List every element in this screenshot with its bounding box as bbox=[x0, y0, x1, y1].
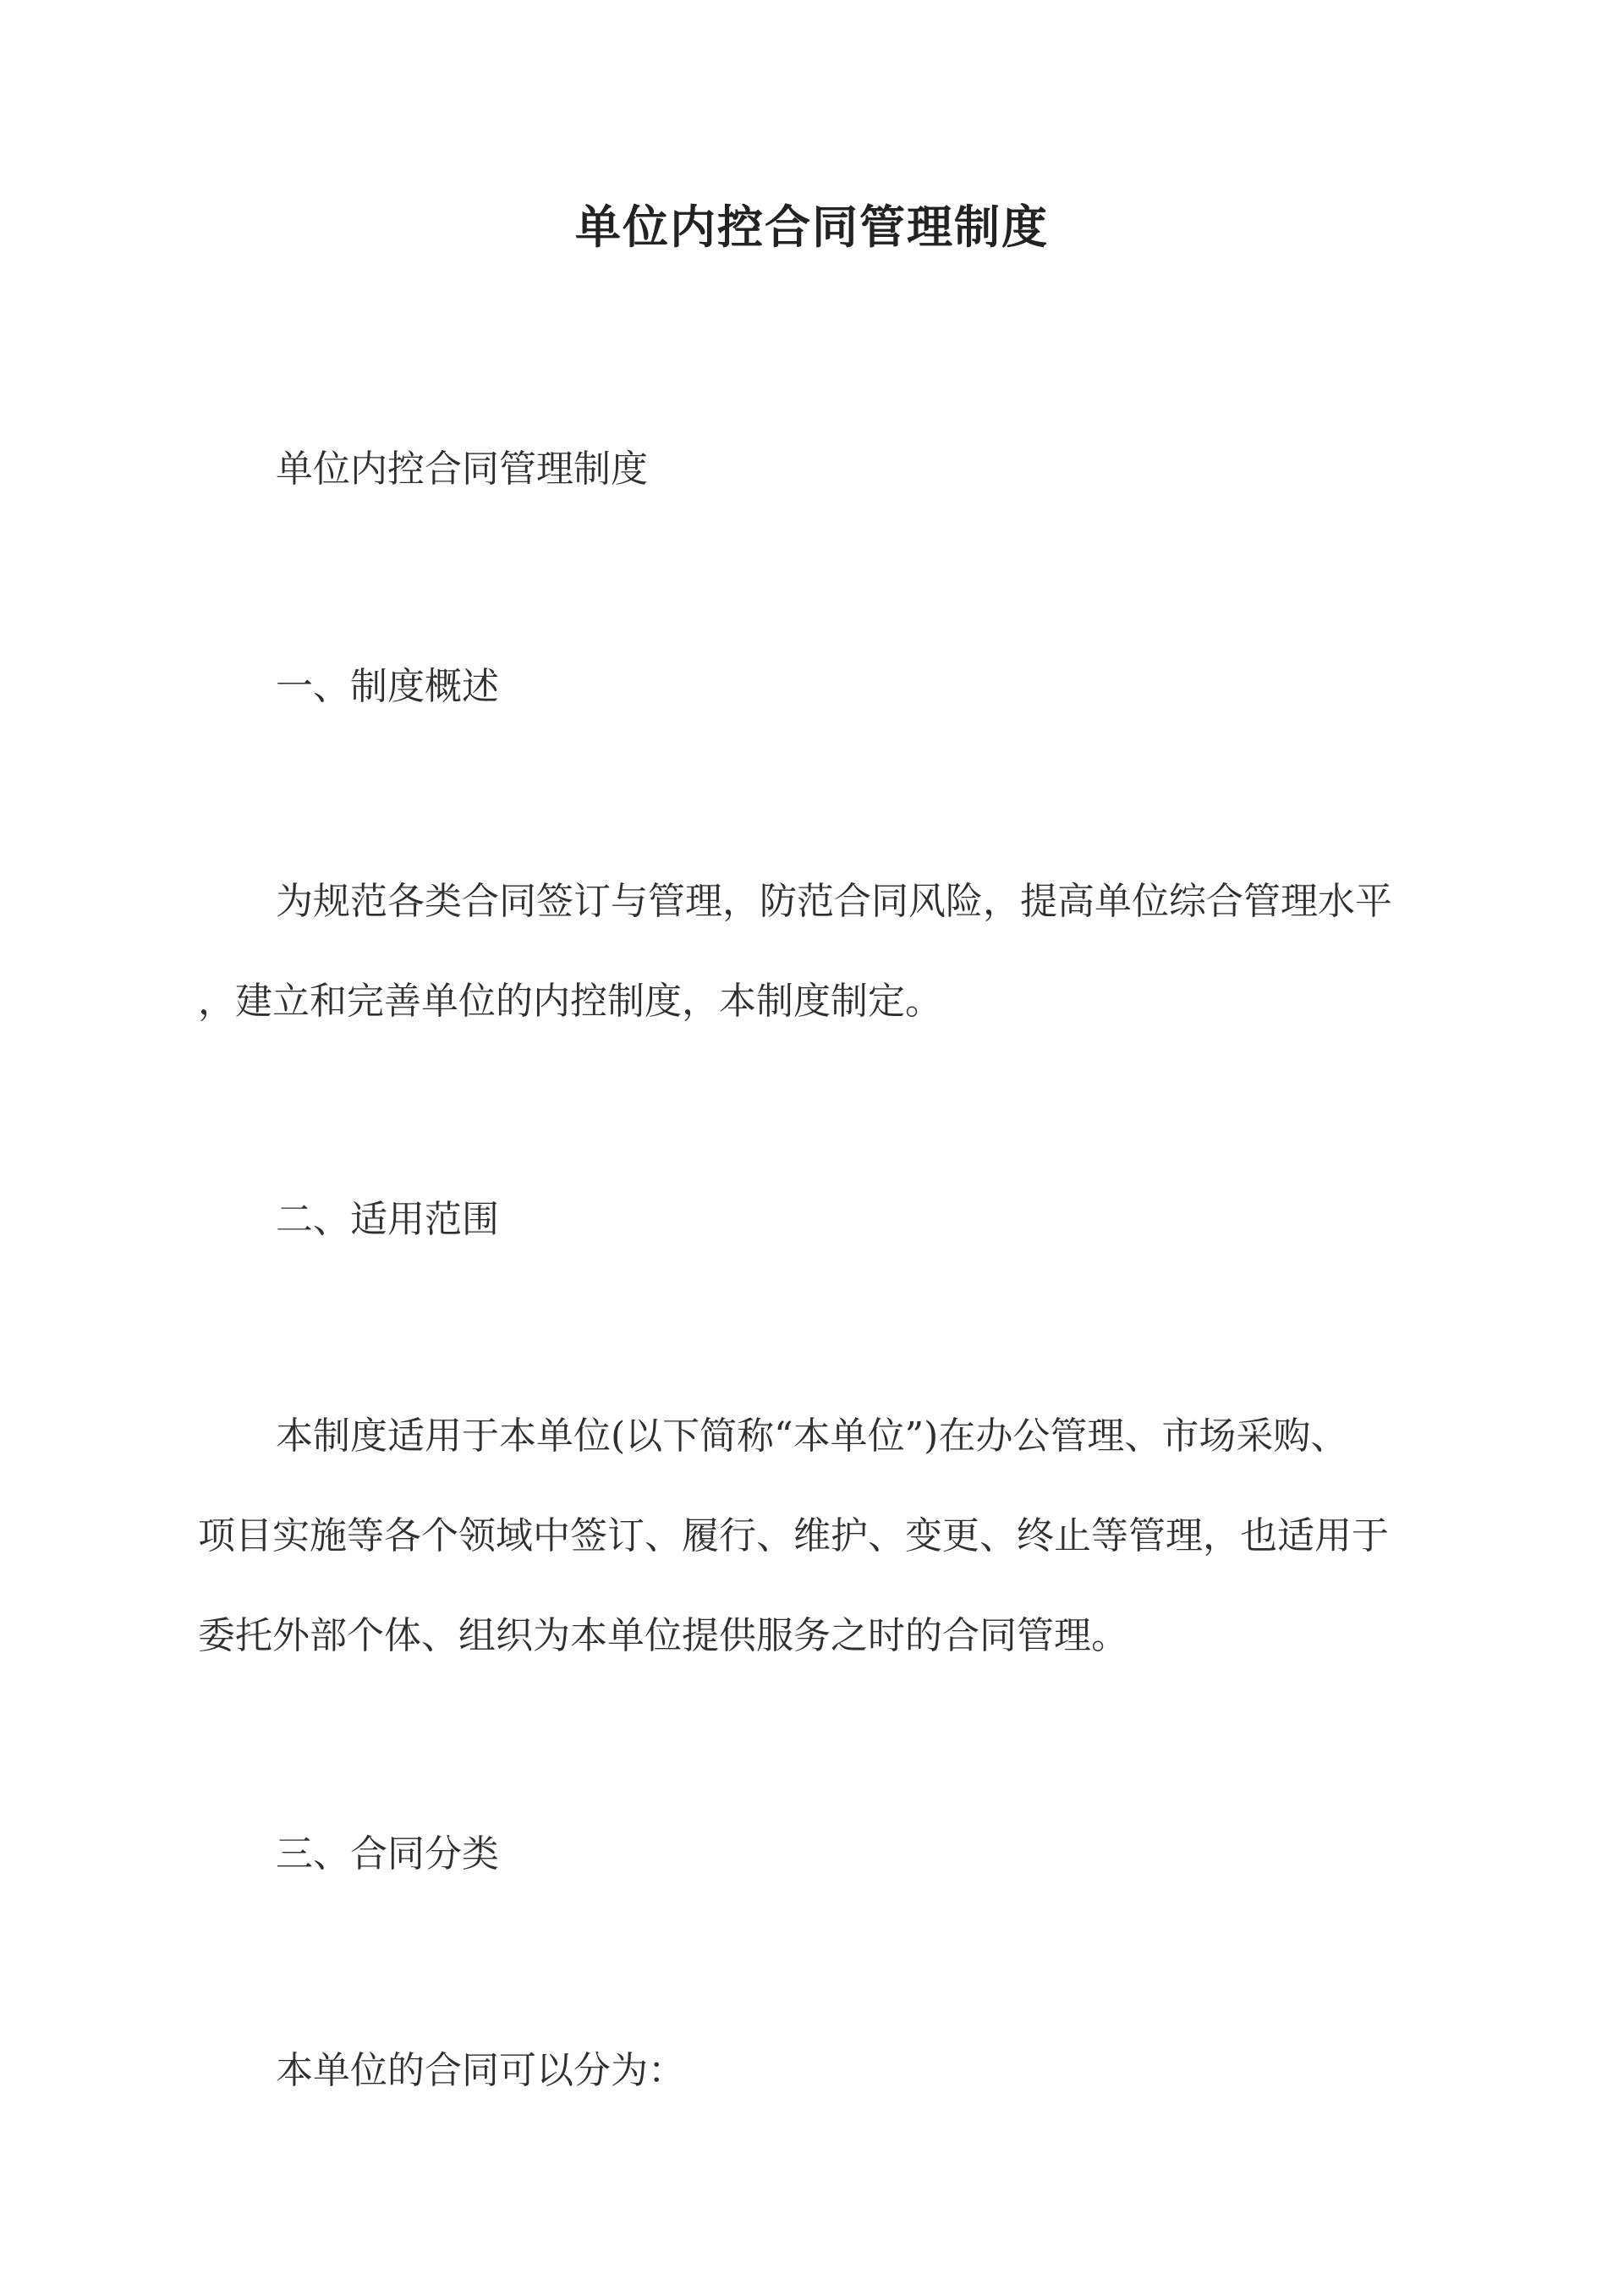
section-heading-classification: 三、合同分类 bbox=[276, 1832, 499, 1876]
paragraph-line: 项目实施等各个领域中签订、履行、维护、变更、终止等管理，也适用于 bbox=[198, 1514, 1389, 1557]
section-heading-scope: 二、适用范围 bbox=[276, 1198, 499, 1241]
paragraph-line: 为规范各类合同签订与管理，防范合同风险，提高单位综合管理水平 bbox=[276, 880, 1392, 923]
paragraph-line: 本制度适用于本单位(以下简称“本单位”)在办公管理、市场采购、 bbox=[276, 1414, 1348, 1458]
document-title: 单位内控合同管理制度 bbox=[575, 200, 1049, 254]
paragraph-line: ，建立和完善单位的内控制度，本制度制定。 bbox=[198, 980, 942, 1023]
paragraph-line: 委托外部个体、组织为本单位提供服务之时的合同管理。 bbox=[198, 1614, 1128, 1657]
paragraph-line: 本单位的合同可以分为： bbox=[276, 2049, 685, 2092]
section-heading-overview: 一、制度概述 bbox=[276, 665, 499, 708]
document-subtitle: 单位内控合同管理制度 bbox=[276, 448, 648, 491]
